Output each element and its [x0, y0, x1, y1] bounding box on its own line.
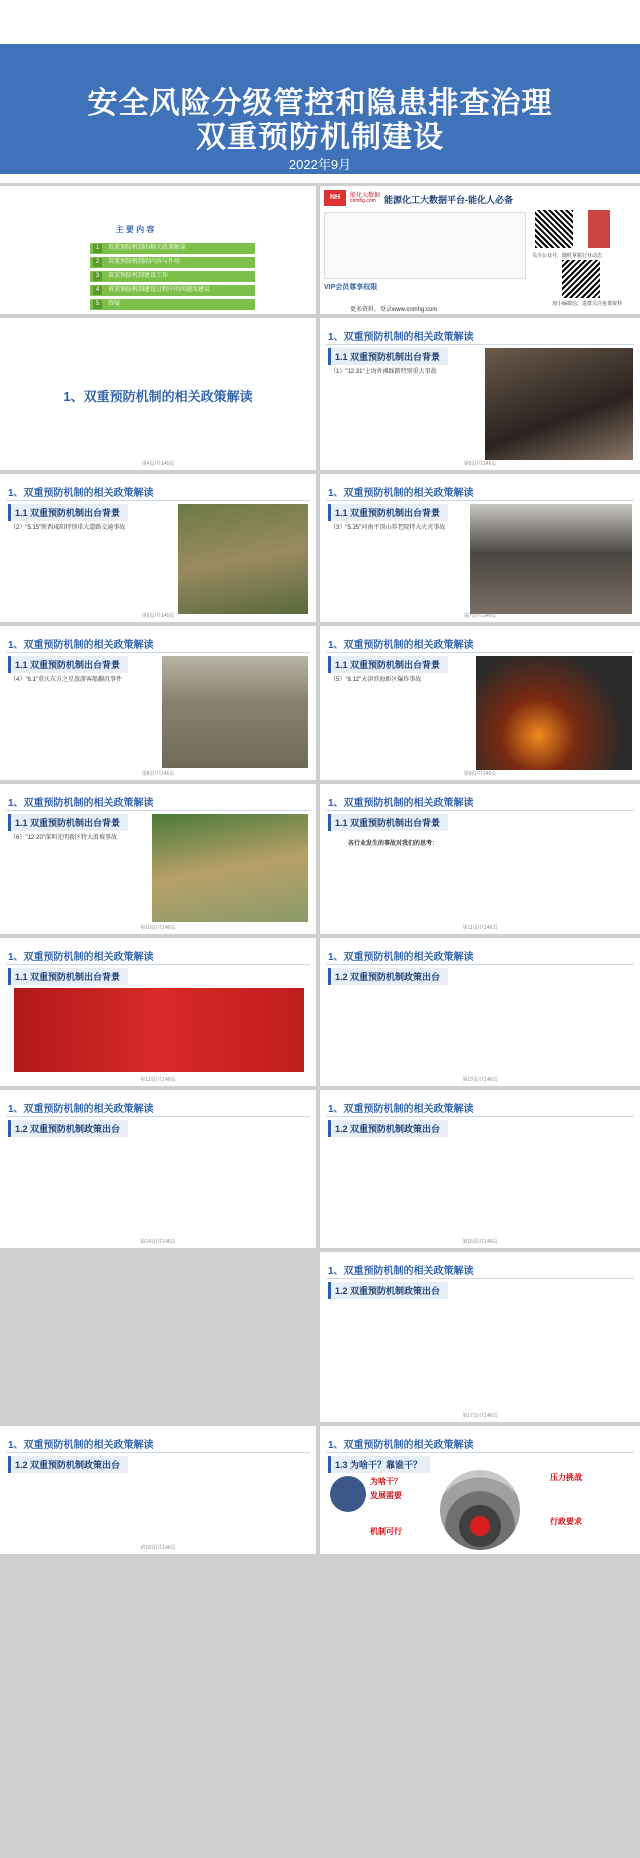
case3-slide: [320, 474, 640, 622]
qr2-caption: 加小编微信，进群关注免费资料: [552, 301, 623, 307]
divider: [326, 964, 634, 965]
case-title: （3）"5.25"河南平顶山养老院特大火灾事故: [330, 525, 446, 531]
bus-accident-photo: [178, 504, 308, 614]
slide-number: 第10页/共146页: [140, 925, 176, 931]
toc-item-label: 答疑: [108, 301, 121, 307]
policy-slide-1: [320, 938, 640, 1086]
person-icon: [330, 1476, 366, 1512]
cover-title-line1: 安全风险分级管控和隐患排查治理: [87, 87, 553, 120]
policy-slide-5: [320, 1252, 640, 1422]
slide-header: 1、双重预防机制的相关政策解读: [328, 640, 474, 651]
slide-header: 1、双重预防机制的相关政策解读: [328, 952, 474, 963]
policy-slide-6: [0, 1426, 316, 1554]
section-title: 1、双重预防机制的相关政策解读: [63, 389, 253, 404]
case-title: （2）"5.15"陕西咸阳特别重大道路交通事故: [10, 525, 126, 531]
cover-slide: [0, 0, 640, 183]
subheading: 1.1 双重预防机制出台背景: [8, 504, 128, 521]
slide-number: 第7页/共146页: [463, 613, 497, 619]
meeting-banner-photo: [14, 988, 304, 1072]
toc-title: 主 要 内 容: [115, 225, 155, 234]
divider: [6, 500, 310, 501]
slide-number: 第11页/共146页: [462, 925, 498, 931]
subheading: 1.3 为啥干？靠谁干？: [328, 1456, 430, 1473]
toc-item-5[interactable]: 5 答疑: [90, 299, 255, 310]
case5-slide: [320, 626, 640, 780]
case-title: （4）"6.1"重庆东方之星旅游客船翻沉事件: [10, 677, 122, 683]
diagram-label-development: 发展需要: [370, 1491, 402, 1500]
capsized-ship-photo: [162, 656, 308, 768]
logo-url: cnmhg.com: [350, 198, 376, 204]
cover-date: 2022年9月: [288, 157, 352, 172]
cover-title-line2: 双重预防机制建设: [196, 121, 444, 154]
policy-slide-3: [320, 1090, 640, 1248]
diagram-label-admin: 行政要求: [550, 1517, 582, 1526]
section-title-slide: [0, 318, 316, 470]
toc-item-4[interactable]: 4 双重预防机制建设过程中的问题及建议: [90, 285, 255, 296]
slide-number: 第17页/共146页: [462, 1413, 498, 1419]
subheading: 1.2 双重预防机制政策出台: [328, 968, 448, 985]
divider: [326, 810, 634, 811]
slide-number: 第12页/共146页: [140, 1077, 176, 1083]
toc-item-label: 双重预防机制建设过程中的问题及建议: [108, 287, 211, 293]
vip-title: VIP会员尊享权限: [324, 284, 378, 291]
subheading: 1.1 双重预防机制出台背景: [328, 656, 448, 673]
meeting-slide: [0, 938, 316, 1086]
subheading: 1.1 双重预防机制出台背景: [8, 968, 128, 985]
explosion-photo: [476, 656, 632, 770]
subheading: 1.2 双重预防机制政策出台: [8, 1120, 128, 1137]
qr1-caption: 关注公众号，随时掌握行业动态: [532, 253, 603, 259]
concentric-diagram: [440, 1470, 520, 1550]
slide-number: 第15页/共146页: [462, 1239, 498, 1245]
case-title: （1）"12.31"上海外滩踩踏特别重大事故: [330, 369, 437, 375]
toc-item-2[interactable]: 2 双重预防机制的内容与作用: [90, 257, 255, 268]
slide-header: 1、双重预防机制的相关政策解读: [328, 1440, 474, 1451]
divider: [326, 1278, 634, 1279]
policy-slide-2: [0, 1090, 316, 1248]
slide-number: 第5页/共146页: [463, 461, 497, 467]
thinking-slide: [320, 784, 640, 934]
ad-website[interactable]: 更多资料，登录www.cnmhg.com: [350, 307, 438, 313]
divider: [6, 652, 310, 653]
toc-item-label: 双重预防机制的相关政策解读: [108, 245, 187, 251]
landslide-photo: [152, 814, 308, 922]
phone-icon: [588, 210, 610, 248]
diagram-label-mechanism: 机制可行: [370, 1527, 402, 1536]
slide-header: 1、双重预防机制的相关政策解读: [328, 1266, 474, 1277]
case-title: （5）"8.12"天津滨海新区爆炸事故: [330, 677, 422, 683]
slide-header: 1、双重预防机制的相关政策解读: [8, 952, 154, 963]
case1-slide: [320, 318, 640, 470]
subheading: 1.1 双重预防机制出台背景: [328, 348, 448, 365]
subheading: 1.2 双重预防机制政策出台: [8, 1456, 128, 1473]
divider: [6, 1452, 310, 1453]
subheading: 1.1 双重预防机制出台背景: [8, 814, 128, 831]
subheading: 1.1 双重预防机制出台背景: [8, 656, 128, 673]
slide-header: 1、双重预防机制的相关政策解读: [328, 1104, 474, 1115]
divider: [326, 344, 634, 345]
slide-number: 第4页/共146页: [141, 461, 175, 467]
crowd-photo: [485, 348, 633, 460]
subheading: 1.1 双重预防机制出台背景: [328, 504, 448, 521]
divider: [326, 1452, 634, 1453]
divider: [6, 964, 310, 965]
slide-number: 第9页/共146页: [463, 771, 497, 777]
case-title: （6）"12·20"深圳光明新区特大滑坡事故: [10, 835, 117, 841]
qr-code-2-icon: [562, 260, 600, 298]
subheading: 1.2 双重预防机制政策出台: [328, 1120, 448, 1137]
slide-header: 1、双重预防机制的相关政策解读: [8, 1104, 154, 1115]
ad-benefits-box: [324, 212, 526, 279]
slide-number: 第18页/共146页: [140, 1545, 176, 1551]
slide-header: 1、双重预防机制的相关政策解读: [8, 1440, 154, 1451]
slide-number: 第6页/共146页: [141, 613, 175, 619]
divider: [326, 1116, 634, 1117]
ad-slide: [320, 186, 640, 314]
divider: [6, 1116, 310, 1117]
toc-slide: [0, 186, 316, 314]
slide-number: 第8页/共146页: [141, 771, 175, 777]
case6-slide: [0, 784, 316, 934]
slide-header: 1、双重预防机制的相关政策解读: [328, 332, 474, 343]
diagram-label-pressure: 压力挑战: [550, 1473, 582, 1482]
case4-slide: [0, 626, 316, 780]
ad-headline: 能源化工大数据平台-能化人必备: [384, 195, 513, 205]
think-title: 各行业发生的事故对我们的思考：: [348, 841, 439, 847]
logo-name: 能化大数据: [350, 193, 381, 199]
slide-number: 第13页/共146页: [462, 1077, 498, 1083]
divider: [6, 810, 310, 811]
slide-header: 1、双重预防机制的相关政策解读: [328, 798, 474, 809]
slide-header: 1、双重预防机制的相关政策解读: [8, 640, 154, 651]
divider: [326, 652, 634, 653]
toc-item-label: 双重预防机制建设工作: [108, 273, 169, 279]
diagram-slide: [320, 1426, 640, 1554]
toc-item-1[interactable]: 1 双重预防机制的相关政策解读: [90, 243, 255, 254]
toc-item-3[interactable]: 3 双重预防机制建设工作: [90, 271, 255, 282]
diagram-label-why: 为啥干？: [370, 1477, 402, 1486]
subheading: 1.1 双重预防机制出台背景: [328, 814, 448, 831]
slide-number: 第14页/共146页: [140, 1239, 176, 1245]
logo-icon: NH: [324, 190, 346, 206]
slide-header: 1、双重预防机制的相关政策解读: [8, 488, 154, 499]
subheading: 1.2 双重预防机制政策出台: [328, 1282, 448, 1299]
slide-header: 1、双重预防机制的相关政策解读: [8, 798, 154, 809]
fire-ruins-photo: [470, 504, 632, 614]
case2-slide: [0, 474, 316, 622]
divider: [326, 500, 634, 501]
slide-header: 1、双重预防机制的相关政策解读: [328, 488, 474, 499]
qr-code-1-icon: [535, 210, 573, 248]
toc-item-label: 双重预防机制的内容与作用: [108, 259, 181, 265]
